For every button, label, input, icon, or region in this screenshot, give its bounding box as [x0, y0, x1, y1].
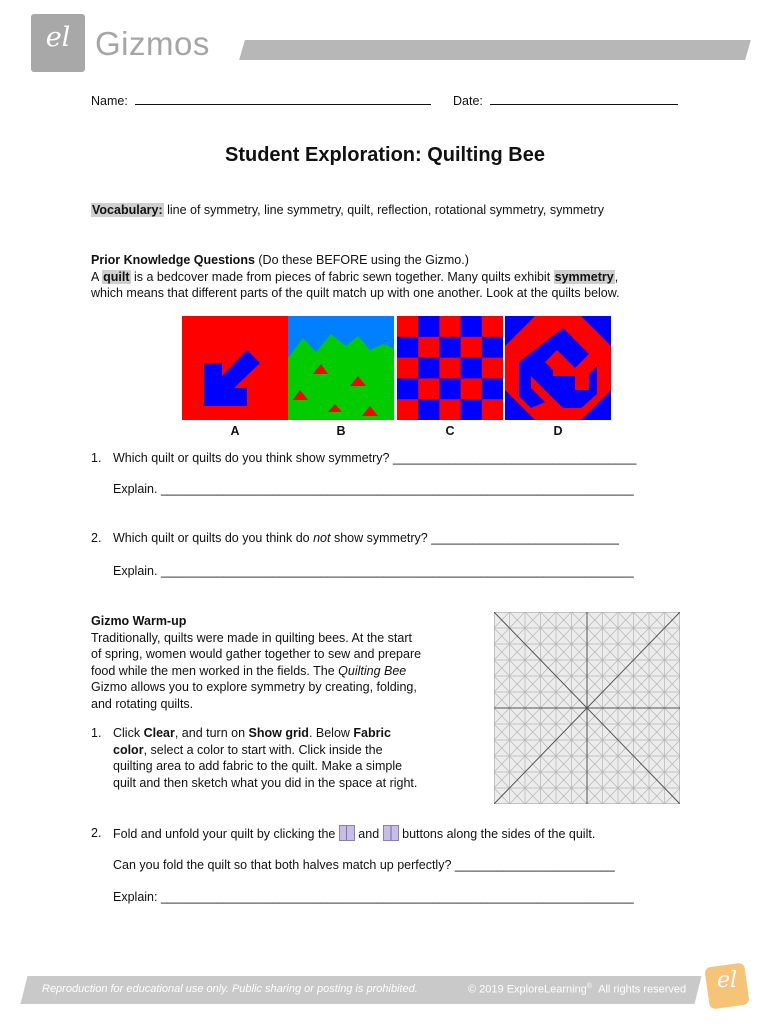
s1-line-4: quilt and then sketch what you did in the space at right. — [113, 775, 418, 790]
quilt-label-c: C — [445, 424, 455, 438]
q2-not: not — [313, 531, 331, 545]
quilt-label-b: B — [336, 424, 346, 438]
date-field[interactable] — [453, 94, 678, 108]
brand-name: Gizmos — [95, 25, 210, 62]
rights-text: All rights reserved — [598, 983, 687, 996]
header-bar — [239, 40, 751, 60]
quilt-label-a: A — [230, 424, 240, 438]
vocabulary-terms: line of symmetry, line symmetry, quilt, reflection, rotational symmetry, symmetry — [163, 203, 604, 217]
warmup-block — [91, 613, 421, 712]
color-term: color — [113, 742, 144, 757]
show-grid-term: Show grid — [248, 726, 309, 740]
step-2-explain[interactable]: Explain: ____________________________________________________________________ — [113, 890, 634, 904]
registered-mark: ® — [586, 983, 592, 990]
prior-knowledge-block — [91, 252, 620, 302]
quilt-c-image — [397, 316, 503, 420]
quilt-label-d: D — [553, 424, 563, 438]
corner-logo-icon: el — [716, 968, 738, 993]
prior-heading: Prior Knowledge Questions — [91, 253, 255, 267]
warmup-line-5: and rotating quilts. — [91, 696, 194, 711]
fold-left-button-icon — [339, 825, 355, 841]
s2-text-a: Fold and unfold your quilt by clicking the — [113, 827, 339, 841]
warmup-line-2: of spring, women would gather together to sew and prepare — [91, 647, 422, 661]
explorelearning-logo-icon: el — [45, 22, 71, 53]
step-2-text — [113, 825, 595, 843]
date-label: Date: — [453, 94, 483, 108]
copyright-text: © 2019 ExploreLearning — [468, 983, 587, 996]
quilt-b-image — [288, 316, 394, 420]
date-blank[interactable] — [490, 104, 678, 105]
quilt-a-image — [182, 316, 288, 420]
footer-copyright — [468, 983, 686, 996]
s1-text-c: . Below — [308, 726, 354, 740]
sketch-grid-area[interactable] — [494, 612, 680, 804]
prior-text-line2: which means that different parts of the quilt match up with one another. Look at the quilts below. — [91, 286, 620, 300]
quilting-bee-title: Quilting Bee — [338, 663, 407, 678]
quilt-term: quilt — [103, 269, 130, 284]
quilt-d-image — [505, 316, 611, 420]
vocabulary-label: Vocabulary: — [92, 203, 163, 217]
q2-text-b: show symmetry? ___________________________ — [330, 531, 619, 545]
prior-heading-note: (Do these BEFORE using the Gizmo.) — [254, 253, 469, 267]
prior-text-a: A — [91, 269, 103, 284]
name-field[interactable] — [91, 94, 431, 108]
s2-text-b: and — [354, 827, 383, 841]
question-1-explain[interactable]: Explain. ____________________________________________________________________ — [113, 482, 634, 496]
name-label: Name: — [91, 94, 128, 108]
s1-text-d: , select a color to start with. Click inside the — [143, 742, 383, 757]
question-1-number: 1. — [91, 451, 102, 465]
s1-text-a: Click — [113, 726, 144, 740]
vocabulary-line — [91, 203, 604, 217]
page-title: Student Exploration: Quilting Bee — [225, 144, 545, 166]
step-1-number: 1. — [91, 726, 102, 740]
symmetry-term: symmetry — [554, 269, 614, 284]
warmup-line-1: Traditionally, quilts were made in quilting bees. At the start — [91, 630, 412, 645]
fold-right-button-icon — [383, 825, 399, 841]
step-2-question[interactable]: Can you fold the quilt so that both halves match up perfectly? _______________________ — [113, 858, 615, 872]
name-blank[interactable] — [135, 104, 431, 105]
question-2-number: 2. — [91, 531, 102, 545]
q2-text-a: Which quilt or quilts do you think do — [113, 531, 314, 545]
footer-notice: Reproduction for educational use only. Public sharing or posting is prohibited. — [42, 983, 418, 995]
prior-text-c: , — [614, 269, 619, 284]
warmup-line-4: Gizmo allows you to explore symmetry by creating, folding, — [91, 680, 417, 694]
question-2-explain[interactable]: Explain. ____________________________________________________________________ — [113, 564, 634, 578]
fabric-term: Fabric — [353, 726, 391, 740]
s1-text-b: , and turn on — [174, 726, 249, 740]
step-1-block — [113, 725, 463, 791]
s2-text-c: buttons along the sides of the quilt. — [398, 827, 596, 841]
step-2-number: 2. — [91, 826, 102, 840]
s1-line-3: quilting area to add fabric to the quilt. Make a simple — [113, 759, 403, 773]
question-1-text[interactable]: Which quilt or quilts do you think show symmetry? ___________________________________ — [113, 451, 637, 465]
question-2-text[interactable] — [113, 531, 619, 545]
clear-term: Clear — [143, 726, 175, 740]
warmup-line-3: food while the men worked in the fields. The — [91, 663, 339, 678]
prior-text-b: is a bedcover made from pieces of fabric sewn together. Many quilts exhibit — [130, 269, 554, 284]
warmup-heading: Gizmo Warm-up — [91, 614, 187, 628]
